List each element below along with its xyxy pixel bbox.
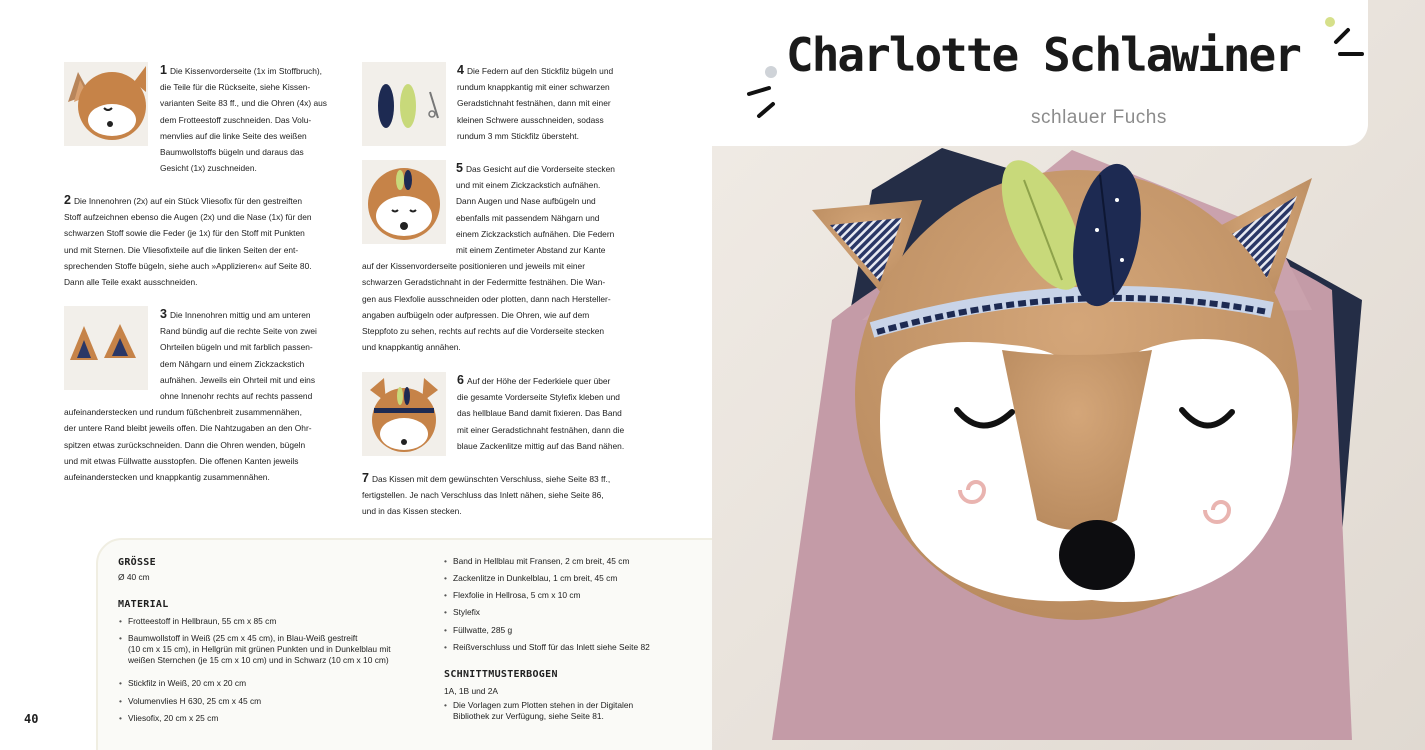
step-number: 5 <box>456 161 463 175</box>
title-sparkle-right-icon <box>1318 12 1368 72</box>
page-title: Charlotte Schlawiner <box>786 28 1300 82</box>
step-3: 3 Die Innenohren mittig und am unteren Rand bündig auf die rechte Seite von zwei Ohrteilen bügeln und mit farblich passen- dem Nähgarn und einem Zickzackstich aufnähen. Jeweils ein Ohrteil mit und eins ohne Innenohr rechts auf rechts passend aufeinanderstecken und rundum füßchenbreit zusammennähen, der untere Rand bleibt jeweils offen. Die Nahtzugaben an den Ohr- spitzen etwas zurückschneiden. Dann die Ohren wenden, bügeln und mit etwas Füllwatte ausstopfen. Die offenen Kanten jeweils aufeinanderstecken und knappkantig zusammennähen. <box>64 307 317 483</box>
step-number: 7 <box>362 471 369 485</box>
fox-cut-pieces-illustration <box>64 62 148 146</box>
feathers-illustration <box>362 62 446 146</box>
material-item: • Frotteestoff in Hellbraun, 55 cm x 85 cm <box>128 616 276 627</box>
size-heading: GRÖSSE <box>118 557 156 568</box>
material-item: • Zackenlitze in Dunkelblau, 1 cm breit, 45 cm <box>453 573 617 584</box>
step-number: 3 <box>160 307 167 321</box>
material-item: • Füllwatte, 285 g <box>453 625 512 636</box>
step-1: 1 Die Kissenvorderseite (1x im Stoffbruch), die Teile für die Rückseite, siehe Kissen- varianten Seite 83 ff., und die Ohren (4x) aus dem Frotteestoff zuschneiden. Das Volu- menvlies auf die linke Seite des weißen Baumwollstoffs bügeln und daraus das Gesicht (1x) zuschneiden. <box>160 63 327 174</box>
step-1-photo <box>64 62 148 146</box>
step-number: 4 <box>457 63 464 77</box>
step-5: 5 Das Gesicht auf die Vorderseite stecken und mit einem Zickzackstich aufnähen. Dann Augen und Nase aufbügeln und ebenfalls mit passendem Nähgarn und einem Zickzackstich aufnähen. Die Federn mit einem Zentimeter Abstand zur Kante auf der Kissenvorderseite positionieren und jeweils mit einer schwarzen Geradstichnaht in der Federmitte festnähen. Die Wan- gen aus Flexfolie ausschneiden oder plotten, dann nach Hersteller- angaben aufbügeln oder aufpressen. Die Ohren, wie auf dem Steppfoto zu sehen, rechts auf rechts auf die Vorderseite stecken und knappkantig annähen. <box>362 161 615 353</box>
material-item: • Band in Hellblau mit Fransen, 2 cm breit, 45 cm <box>453 556 629 567</box>
step-6: 6 Auf der Höhe der Federkiele quer über die gesamte Vorderseite Stylefix kleben und das hellblaue Band damit fixieren. Das Band mit einer Geradstichnaht festnähen, dann die blaue Zackenlitze mittig auf das Band nähen. <box>457 373 625 451</box>
material-item: • Vliesofix, 20 cm x 25 cm <box>128 713 218 724</box>
page-number: 40 <box>24 712 39 726</box>
pattern-value: 1A, 1B und 2A <box>444 686 499 696</box>
step-number: 2 <box>64 193 71 207</box>
fox-with-band-illustration <box>362 372 446 456</box>
material-heading: MATERIAL <box>118 599 169 610</box>
step-4-photo <box>362 62 446 146</box>
material-item: • Flexfolie in Hellrosa, 5 cm x 10 cm <box>453 590 581 601</box>
material-item: • Stickfilz in Weiß, 20 cm x 20 cm <box>128 678 246 689</box>
material-item: • Baumwollstoff in Weiß (25 cm x 45 cm), in Blau-Weiß gestreift (10 cm x 15 cm), in Hellgrün mit grünen Punkten und in Dunkelblau mit weißen Sternchen (je 15 cm x 10 cm) und in Schwarz (10 cm x 10 cm) <box>128 633 391 666</box>
material-item: • Volumenvlies H 630, 25 cm x 45 cm <box>128 696 261 707</box>
step-2: 2 Die Innenohren (2x) auf ein Stück Vliesofix für den gestreiften Stoff aufzeichnen ebenso die Augen (2x) und die Nase (1x) für den schwarzen Stoff sowie die Feder (je 1x) für den Stoff mit Punkten und mit Sternen. Die Vliesofixteile auf die linken Seiten der ent- sprechenden Stoffe bügeln, siehe auch »Applizieren« auf Seite 80. Dann alle Teile exakt ausschneiden. <box>64 193 312 288</box>
step-4: 4 Die Federn auf den Stickfilz bügeln und rundum knappkantig mit einer schwarzen Geradstichnaht festnähen, dann mit einer kleinen Schwere ausschneiden, sodass rundum 3 mm Stickfilz übersteht. <box>457 63 614 141</box>
step-7: 7 Das Kissen mit dem gewünschten Verschluss, siehe Seite 83 ff., fertigstellen. Je nach Verschluss das Inlett nähen, siehe Seite 86, und in das Kissen stecken. <box>362 471 611 517</box>
step-number: 1 <box>160 63 167 77</box>
material-item: • Stylefix <box>453 607 480 618</box>
pattern-note: • Die Vorlagen zum Plotten stehen in der Digitalen Bibliothek zur Verfügung, siehe Seite 81. <box>453 700 633 722</box>
page-subtitle: schlauer Fuchs <box>1031 107 1167 128</box>
pattern-heading: SCHNITTMUSTERBOGEN <box>444 669 558 680</box>
title-sparkle-left-icon <box>745 60 785 120</box>
size-value: Ø 40 cm <box>118 572 150 582</box>
step-number: 6 <box>457 373 464 387</box>
material-item: • Reißverschluss und Stoff für das Inlett siehe Seite 82 <box>453 642 650 653</box>
step-6-photo <box>362 372 446 456</box>
